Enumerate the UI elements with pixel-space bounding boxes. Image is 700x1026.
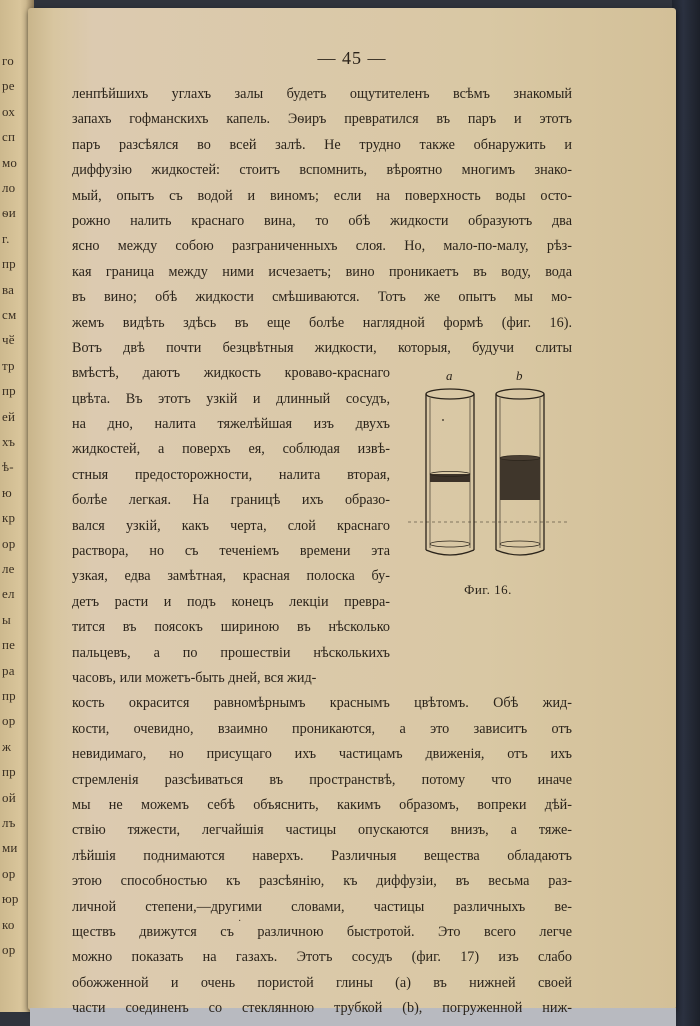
previous-page-fragment: кр	[2, 510, 16, 526]
previous-page-fragment: мо	[2, 154, 18, 170]
text-line: жемъ видѣть здѣсь въ еще болѣе наглядной формѣ (фиг. 16).	[72, 314, 572, 331]
previous-page-fragment: ѣ-	[2, 459, 14, 475]
text-line: части соединенъ со стеклянною трубкой (b), погруженной ниж-	[72, 1000, 572, 1017]
text-line: личной степени,—другими словами, частицы различныхъ ве-	[72, 898, 572, 915]
text-line: часовъ, или можетъ-быть дней, вся жид-	[72, 669, 317, 686]
text-line: вался узкій, какъ черта, слой краснаго	[72, 517, 390, 534]
previous-page-fragment: ы	[2, 611, 11, 627]
text-line: ствію тяжести, легчайшія частицы опускаются внизъ, а тяже-	[72, 822, 572, 839]
previous-page-fragment: ле	[2, 561, 15, 576]
previous-page-fragment: ор	[2, 535, 16, 551]
test-tubes-illustration	[408, 362, 568, 582]
text-line: стремленія разсѣиваться въ пространствѣ, потому что иначе	[72, 771, 572, 788]
previous-page-fragment: ор	[2, 713, 16, 729]
previous-page-fragment: сп	[2, 129, 16, 145]
previous-page-fragment: ел	[2, 586, 15, 602]
previous-page-fragment: ей	[2, 408, 16, 424]
previous-page-fragment: ор	[2, 942, 16, 957]
previous-page-fragment: юр	[2, 891, 19, 907]
figure-16	[408, 362, 568, 602]
text-line: жидкостей, а поверхъ ея, соблюдая извѣ-	[72, 441, 390, 458]
text-line: Вотъ двѣ почти безцвѣтныя жидкости, которыя, будучи слиты	[72, 339, 572, 356]
previous-page-fragment: пе	[2, 637, 16, 653]
tube-a	[426, 389, 474, 555]
tube-a-label: a	[446, 368, 453, 383]
text-line: обожженной и очень пористой глины (a) въ нижней своей	[72, 974, 572, 991]
text-line: диффузію жидкостей: стоитъ вспомнить, вѣроятно многимъ знако-	[72, 162, 572, 179]
previous-page-fragment: ра	[2, 662, 15, 678]
previous-page-fragment: ю	[2, 484, 12, 500]
text-line: стныя предосторожности, налита вторая,	[72, 466, 390, 483]
previous-page-fragment: хъ	[2, 434, 16, 449]
previous-page-fragment: тр	[2, 357, 15, 373]
text-line: тится въ поясокъ шириною въ нѣсколько	[72, 619, 390, 636]
previous-page-fragment: пр	[2, 764, 16, 780]
previous-page-fragment: ре	[2, 78, 15, 94]
text-line: рожно налить краснаго вина, то обѣ жидкости образуютъ два	[72, 212, 572, 229]
text-line: мы не можемъ себѣ объяснить, какимъ образомъ, вопреки дѣй-	[72, 796, 572, 813]
previous-page-fragment: ва	[2, 281, 15, 297]
text-line: кая граница между ними исчезаетъ; вино проникаетъ въ воду, вода	[72, 263, 572, 280]
text-line: узкая, едва замѣтная, красная полоска бу-	[72, 568, 390, 585]
text-line: пальцевъ, а по прошествіи нѣсколькихъ	[72, 644, 390, 661]
text-line: раствора, но съ теченіемъ времени эта	[72, 543, 390, 560]
text-line: цвѣта. Въ этотъ узкій и длинный сосудъ,	[72, 390, 390, 407]
text-line: на дно, налита тяжелѣйшая изъ двухъ	[72, 416, 390, 433]
text-line: паръ разсѣялся во всей залѣ. Не трудно также обнаружить и	[72, 136, 572, 153]
text-line: въ вино; обѣ жидкости смѣшиваются. Тотъ же опытъ мы мо-	[72, 289, 572, 306]
previous-page-fragment: ло	[2, 180, 16, 195]
previous-page-fragment: г.	[2, 230, 10, 246]
page-number: — 45 —	[317, 48, 387, 68]
tube-b-red-layer	[500, 458, 540, 500]
previous-page-fragment: ор	[2, 865, 16, 881]
text-line: детъ расти и подъ конецъ лекціи превра-	[72, 593, 390, 610]
book-cover-edge	[672, 0, 700, 1026]
figure-caption: Фиг. 16.	[464, 582, 512, 597]
previous-page-fragment: ж	[2, 738, 12, 754]
tube-b	[496, 389, 544, 555]
text-line: ществъ движутся съ различною быстротой. Это всего легче	[72, 923, 572, 940]
text-line: ясно между собою разграниченныхъ слоя. Но, мало-по-малу, рѣз-	[72, 238, 572, 255]
previous-page-fragment: ко	[2, 916, 15, 932]
text-line: невидимаго, но присущаго ихъ частицамъ движенія, отъ ихъ	[72, 746, 572, 763]
previous-page-fragment: го	[2, 53, 14, 68]
text-line: этою способностью къ разсѣянію, къ диффузіи, въ весьма раз-	[72, 873, 572, 890]
previous-page-fragment: см	[2, 307, 17, 322]
text-line: лѣйшія поднимаются наверхъ. Различныя вещества обладаютъ	[72, 847, 572, 864]
previous-page-fragment: пр	[2, 688, 16, 703]
text-line: запахъ гофманскихъ капель. Эѳиръ превратился въ паръ и этотъ	[72, 111, 572, 128]
previous-page-fragment: ми	[2, 840, 18, 856]
text-line: ленпѣйшихъ углахъ залы будетъ ощутителенъ всѣмъ знакомый	[72, 86, 572, 102]
previous-page-fragment: ох	[2, 103, 16, 119]
footer-mark: ·	[238, 916, 242, 927]
previous-page-fragment: лъ	[2, 815, 16, 830]
previous-page-fragment: пр	[2, 256, 16, 272]
previous-page-fragment: чӗ	[2, 332, 15, 348]
previous-page-fragment: ой	[2, 789, 16, 805]
text-line: кость окрасится равномѣрнымъ краснымъ цвѣтомъ. Обѣ жид-	[72, 695, 572, 712]
previous-page-fragment: ѳи	[2, 205, 16, 221]
previous-page-fragment: пр	[2, 383, 16, 399]
text-line: вмѣстѣ, даютъ жидкость кроваво-краснаго	[72, 365, 390, 382]
text-line: болѣе легкая. На границѣ ихъ образо-	[72, 492, 390, 509]
text-line: мый, опытъ съ водой и виномъ; если на поверхность воды осто-	[72, 187, 572, 204]
text-line: кости, очевидно, взаимно проникаются, а это зависитъ отъ	[72, 720, 572, 737]
text-line: можно показать на газахъ. Этотъ сосудъ (фиг. 17) изъ слабо	[72, 949, 572, 966]
tube-b-label: b	[516, 368, 523, 383]
tube-a-red-layer	[430, 474, 470, 482]
